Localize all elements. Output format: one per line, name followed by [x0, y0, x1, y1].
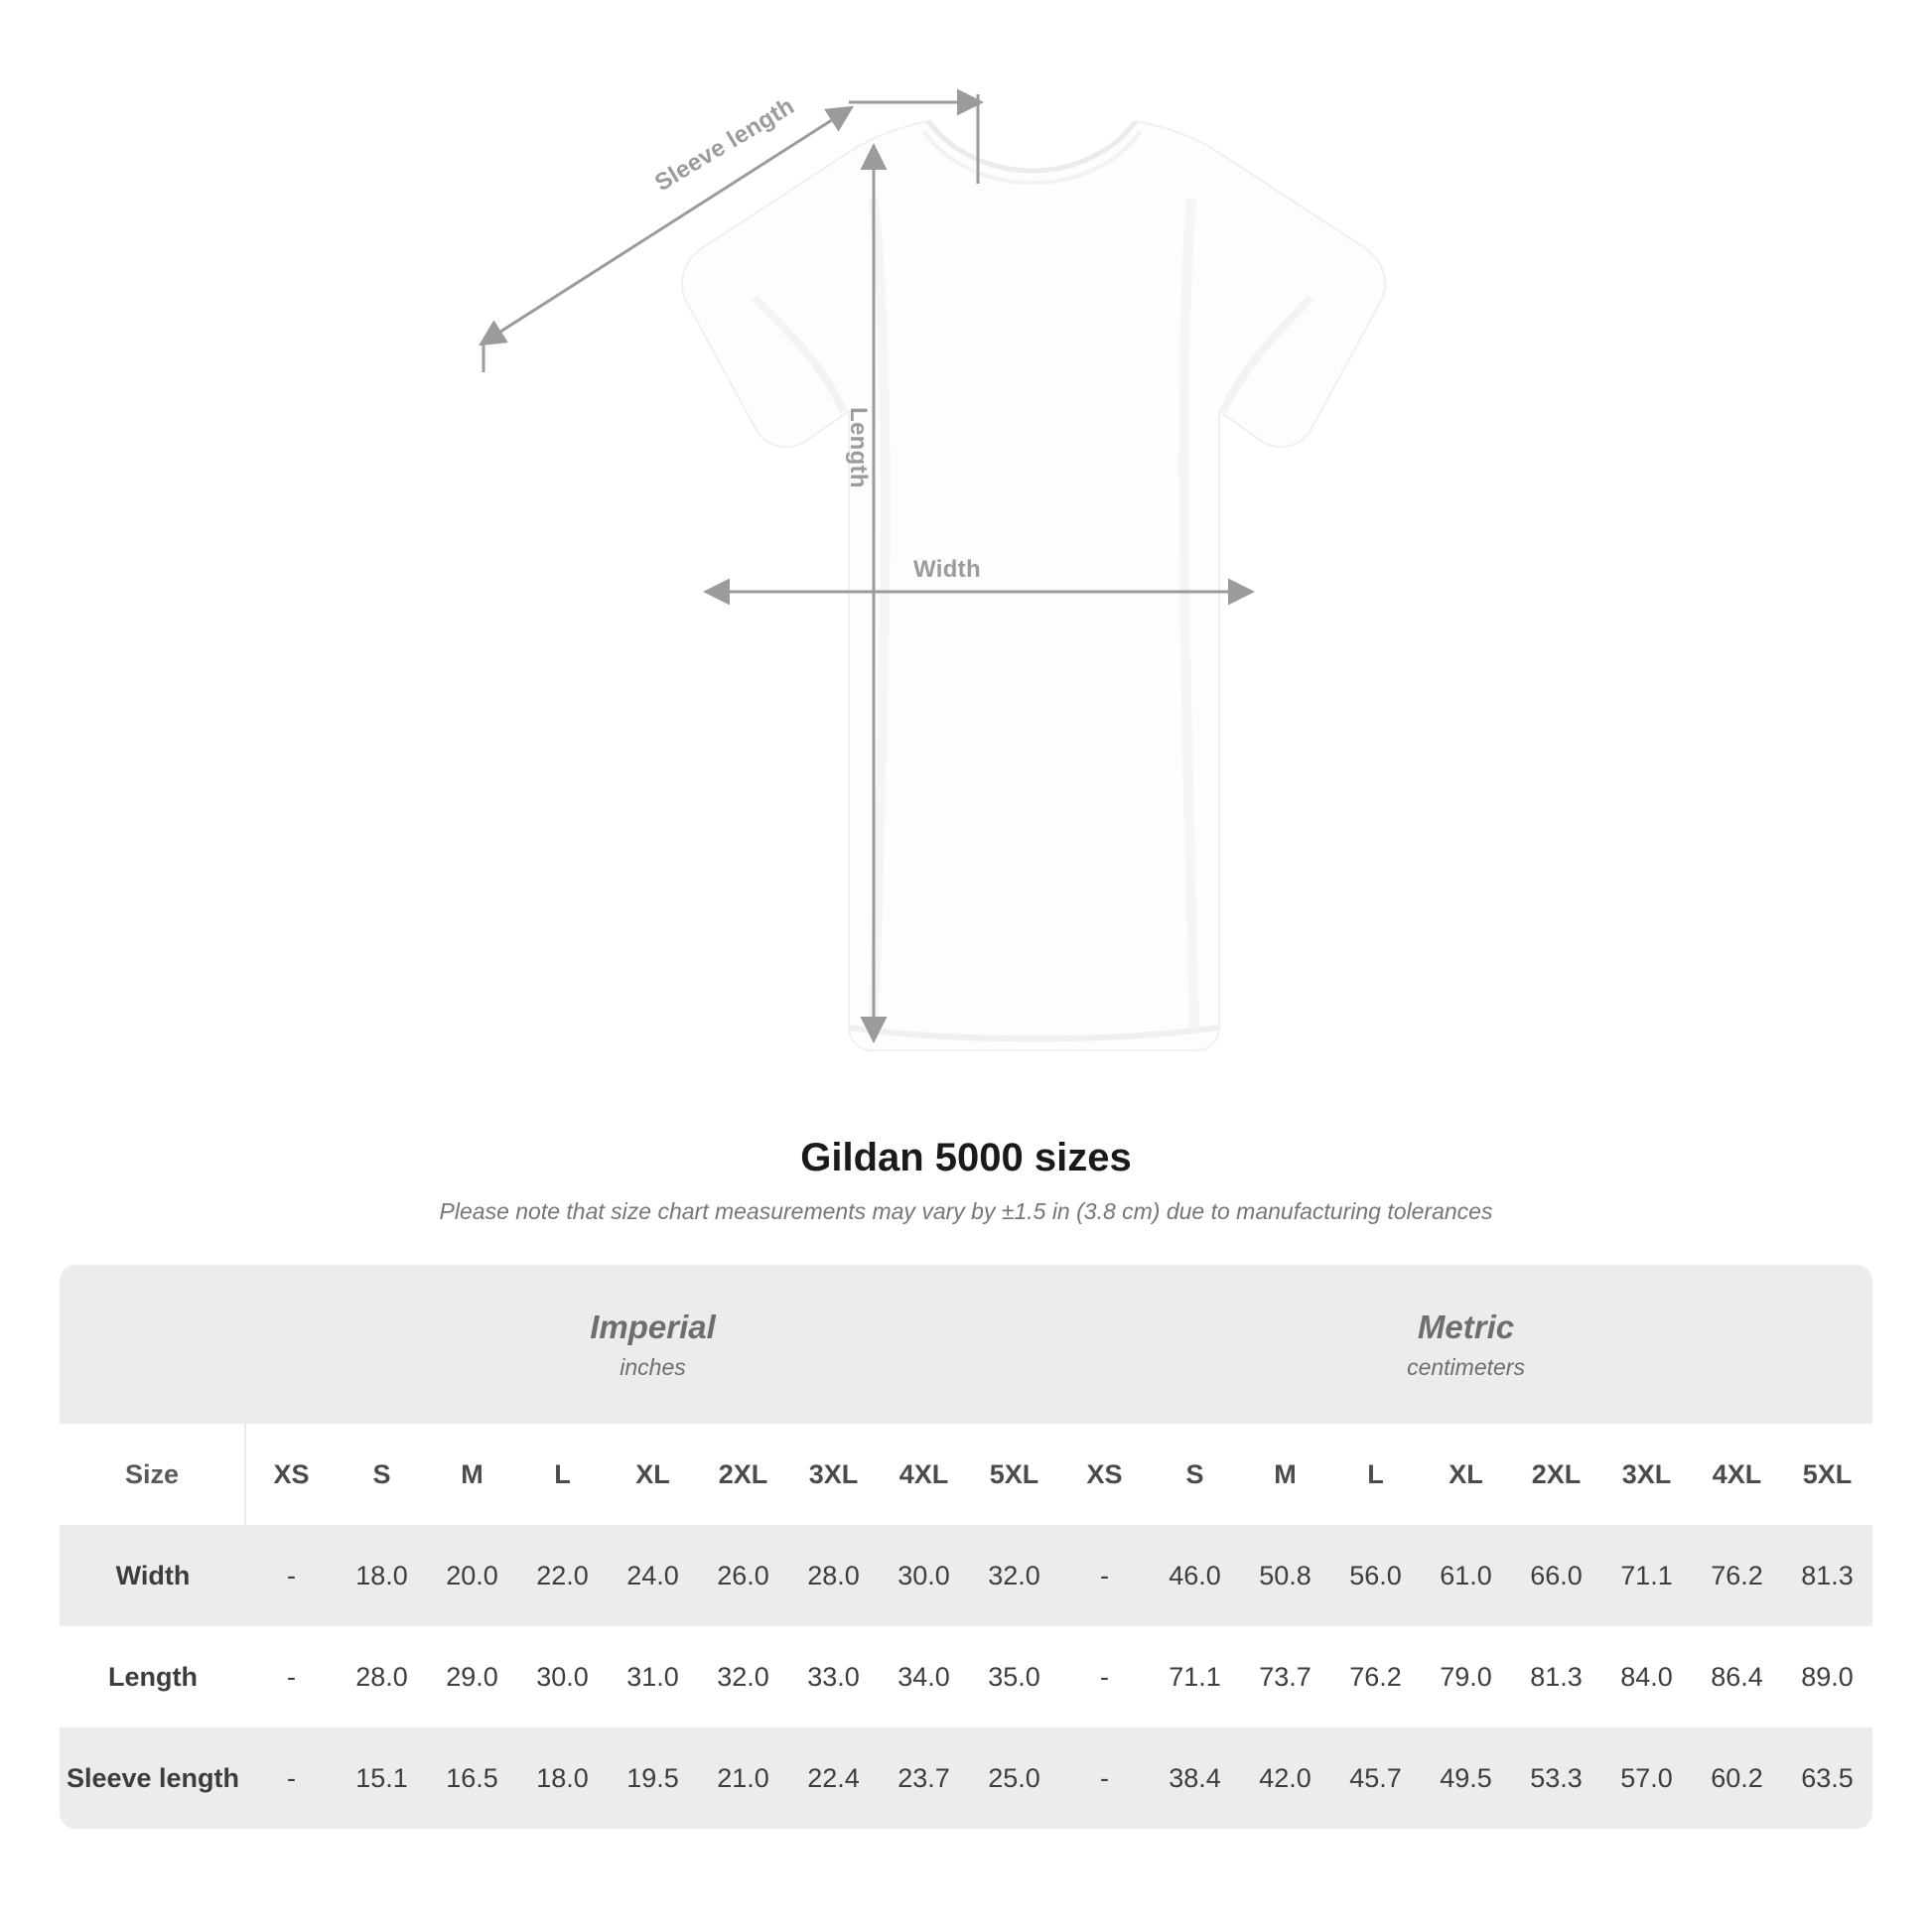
cell-length-metric-4xl: 86.4 [1692, 1626, 1782, 1727]
cell-width-imperial-xs: - [246, 1525, 337, 1626]
imperial-name: Imperial [590, 1308, 716, 1345]
size-header-imperial-3xl: 3XL [788, 1424, 879, 1525]
size-header-imperial-4xl: 4XL [879, 1424, 969, 1525]
cell-length-imperial-5xl: 35.0 [969, 1626, 1059, 1727]
row-label-length: Length [60, 1626, 246, 1727]
cell-width-metric-5xl: 81.3 [1782, 1525, 1872, 1626]
cell-width-metric-xl: 61.0 [1421, 1525, 1511, 1626]
cell-length-imperial-m: 29.0 [427, 1626, 517, 1727]
cell-width-metric-xs: - [1059, 1525, 1150, 1626]
cell-length-imperial-xl: 31.0 [608, 1626, 698, 1727]
cell-sleeve-metric-3xl: 57.0 [1601, 1727, 1692, 1829]
cell-length-metric-s: 71.1 [1150, 1626, 1240, 1727]
cell-width-metric-2xl: 66.0 [1511, 1525, 1601, 1626]
size-header-metric-m: M [1240, 1424, 1330, 1525]
length-label: Length [845, 407, 872, 488]
cell-sleeve-imperial-l: 18.0 [517, 1727, 608, 1829]
sleeve-length-label: Sleeve length [650, 92, 799, 198]
cell-width-metric-s: 46.0 [1150, 1525, 1240, 1626]
size-header-metric-4xl: 4XL [1692, 1424, 1782, 1525]
cell-sleeve-imperial-2xl: 21.0 [698, 1727, 788, 1829]
cell-length-imperial-2xl: 32.0 [698, 1626, 788, 1727]
size-header-metric-l: L [1330, 1424, 1421, 1525]
size-table [60, 1265, 1872, 1829]
size-header-imperial-m: M [427, 1424, 517, 1525]
unit-blank-cell [60, 1265, 246, 1424]
cell-sleeve-imperial-5xl: 25.0 [969, 1727, 1059, 1829]
table-row [60, 1626, 1872, 1727]
title-block [0, 1136, 1932, 1225]
tshirt-shape [682, 121, 1385, 1050]
cell-width-metric-m: 50.8 [1240, 1525, 1330, 1626]
cell-width-imperial-s: 18.0 [337, 1525, 427, 1626]
size-header-row [60, 1424, 1872, 1525]
cell-sleeve-imperial-xs: - [246, 1727, 337, 1829]
unit-group-row [60, 1265, 1872, 1424]
size-header-imperial-s: S [337, 1424, 427, 1525]
cell-length-imperial-l: 30.0 [517, 1626, 608, 1727]
cell-width-imperial-5xl: 32.0 [969, 1525, 1059, 1626]
size-header-imperial-5xl: 5XL [969, 1424, 1059, 1525]
width-label: Width [913, 556, 981, 583]
size-header-imperial-xl: XL [608, 1424, 698, 1525]
cell-sleeve-metric-m: 42.0 [1240, 1727, 1330, 1829]
cell-sleeve-imperial-4xl: 23.7 [879, 1727, 969, 1829]
cell-sleeve-metric-xl: 49.5 [1421, 1727, 1511, 1829]
cell-width-metric-4xl: 76.2 [1692, 1525, 1782, 1626]
table-row [60, 1525, 1872, 1626]
cell-width-metric-3xl: 71.1 [1601, 1525, 1692, 1626]
page-title: Gildan 5000 sizes [800, 1136, 1132, 1179]
metric-name: Metric [1417, 1308, 1515, 1345]
unit-group-metric [1059, 1265, 1872, 1424]
cell-length-metric-5xl: 89.0 [1782, 1626, 1872, 1727]
tolerance-note: Please note that size chart measurements may vary by ±1.5 in (3.8 cm) due to manufacturing tolerances [439, 1198, 1493, 1224]
size-header-metric-3xl: 3XL [1601, 1424, 1692, 1525]
cell-length-imperial-4xl: 34.0 [879, 1626, 969, 1727]
size-header-metric-xl: XL [1421, 1424, 1511, 1525]
cell-width-imperial-2xl: 26.0 [698, 1525, 788, 1626]
cell-sleeve-metric-4xl: 60.2 [1692, 1727, 1782, 1829]
size-header-imperial-l: L [517, 1424, 608, 1525]
size-header-imperial-xs: XS [246, 1424, 337, 1525]
cell-width-imperial-xl: 24.0 [608, 1525, 698, 1626]
cell-sleeve-imperial-xl: 19.5 [608, 1727, 698, 1829]
metric-sub: centimeters [1407, 1353, 1525, 1380]
cell-length-metric-m: 73.7 [1240, 1626, 1330, 1727]
size-header-metric-5xl: 5XL [1782, 1424, 1872, 1525]
cell-sleeve-metric-l: 45.7 [1330, 1727, 1421, 1829]
cell-length-imperial-xs: - [246, 1626, 337, 1727]
cell-width-imperial-3xl: 28.0 [788, 1525, 879, 1626]
table-row [60, 1727, 1872, 1829]
size-header-metric-xs: XS [1059, 1424, 1150, 1525]
cell-length-metric-3xl: 84.0 [1601, 1626, 1692, 1727]
cell-sleeve-metric-2xl: 53.3 [1511, 1727, 1601, 1829]
cell-length-metric-xs: - [1059, 1626, 1150, 1727]
size-header-metric-2xl: 2XL [1511, 1424, 1601, 1525]
row-label-sleeve-length: Sleeve length [60, 1727, 246, 1829]
row-label-width: Width [60, 1525, 246, 1626]
cell-width-imperial-m: 20.0 [427, 1525, 517, 1626]
cell-sleeve-metric-xs: - [1059, 1727, 1150, 1829]
size-table-wrapper [60, 1265, 1872, 1829]
size-header-metric-s: S [1150, 1424, 1240, 1525]
cell-length-imperial-s: 28.0 [337, 1626, 427, 1727]
cell-sleeve-imperial-s: 15.1 [337, 1727, 427, 1829]
cell-length-metric-2xl: 81.3 [1511, 1626, 1601, 1727]
cell-width-imperial-l: 22.0 [517, 1525, 608, 1626]
cell-sleeve-imperial-3xl: 22.4 [788, 1727, 879, 1829]
cell-width-imperial-4xl: 30.0 [879, 1525, 969, 1626]
cell-width-metric-l: 56.0 [1330, 1525, 1421, 1626]
size-header-imperial-2xl: 2XL [698, 1424, 788, 1525]
imperial-sub: inches [620, 1353, 686, 1380]
cell-sleeve-metric-5xl: 63.5 [1782, 1727, 1872, 1829]
cell-sleeve-imperial-m: 16.5 [427, 1727, 517, 1829]
cell-sleeve-metric-s: 38.4 [1150, 1727, 1240, 1829]
cell-length-metric-l: 76.2 [1330, 1626, 1421, 1727]
cell-length-metric-xl: 79.0 [1421, 1626, 1511, 1727]
size-header-label: Size [60, 1424, 246, 1525]
cell-length-imperial-3xl: 33.0 [788, 1626, 879, 1727]
unit-group-imperial [246, 1265, 1059, 1424]
